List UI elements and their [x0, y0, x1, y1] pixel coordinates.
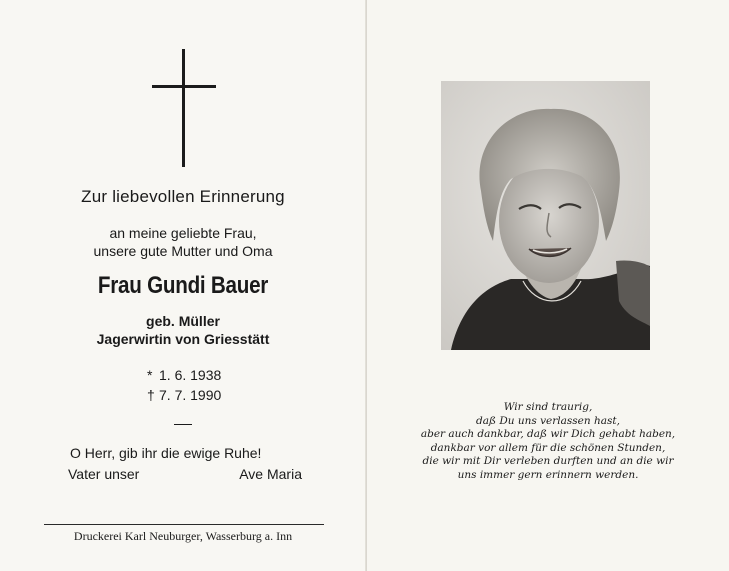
divider-dash [174, 424, 192, 425]
deceased-name: Frau Gundi Bauer [97, 272, 269, 299]
poem-line: aber auch dankbar, daß wir Dich gehabt haben, [420, 428, 676, 441]
footer-rule [44, 524, 324, 525]
intro-line-2: unsere gute Mutter und Oma [93, 243, 273, 259]
intro-line-1: an meine geliebte Frau, [109, 225, 257, 241]
portrait-image [441, 81, 650, 350]
portrait-photo [441, 81, 650, 350]
headline: Zur liebevollen Erinnerung [81, 187, 285, 206]
birth-symbol: * [147, 367, 153, 383]
poem-line: die wir mit Dir verleben durften und an die wir [422, 455, 674, 468]
life-dates [147, 367, 257, 407]
cross-horizontal-bar [152, 85, 216, 88]
poem-line: Wir sind traurig, [503, 401, 593, 413]
maiden-name: geb. Müller [146, 313, 220, 329]
birth-date: 1. 6. 1938 [159, 367, 222, 383]
poem-line: daß Du uns verlassen hast, [476, 414, 620, 427]
poem [367, 401, 729, 483]
poem-line: dankbar vor allem für die schönen Stunden, [430, 441, 666, 454]
prayer-ave-maria: Ave Maria [239, 466, 302, 482]
death-symbol: † [147, 387, 155, 403]
cross-icon [152, 49, 216, 167]
birth-row [147, 367, 257, 387]
prayer-vater-unser: Vater unser [68, 466, 140, 482]
cross-vertical-bar [182, 49, 185, 167]
death-row [147, 387, 257, 407]
prayer-text: O Herr, gib ihr die ewige Ruhe! [70, 445, 262, 461]
printer-imprint: Druckerei Karl Neuburger, Wasserburg a. Inn [73, 529, 293, 543]
occupation: Jagerwirtin von Griesstätt [96, 331, 270, 347]
death-date: 7. 7. 1990 [159, 387, 222, 403]
poem-line: uns immer gern erinnern werden. [457, 468, 639, 481]
